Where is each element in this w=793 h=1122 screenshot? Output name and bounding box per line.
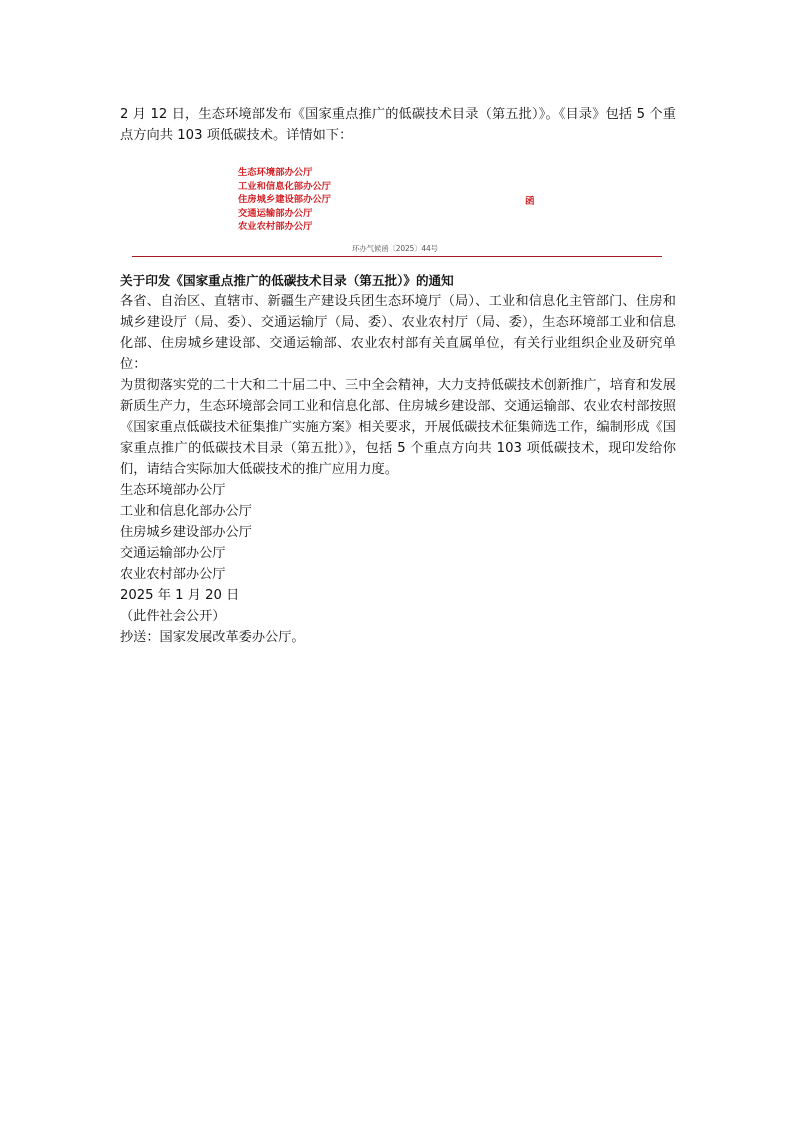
issuer-line: 生态环境部办公厅 xyxy=(238,167,313,178)
addressees-paragraph: 各省、自治区、直辖市、新疆生产建设兵团生态环境厅（局）、工业和信息化主管部门、住房和城乡建设厅（局、委）、交通运输厅（局、委）、农业农村厅（局、委），生态环境部工业和信息化部、住房城乡建设部、交通运输部、农业农村部有关直属单位，有关行业组织企业及研究单位： xyxy=(120,294,676,372)
issuer-line: 农业农村部办公厅 xyxy=(238,221,313,232)
issuer-line: 交通运输部办公厅 xyxy=(238,207,313,219)
signatory: 工业和信息化部办公厅 xyxy=(120,504,252,519)
signatory: 交通运输部办公厅 xyxy=(120,546,226,561)
letterhead-issuers xyxy=(238,166,331,234)
signature-block xyxy=(120,480,676,648)
cc-line: 抄送：国家发展改革委办公厅。 xyxy=(120,630,305,645)
issuer-line: 工业和信息化部办公厅 xyxy=(238,180,331,192)
document-page xyxy=(120,104,676,286)
issue-date: 2025 年 1 月 20 日 xyxy=(120,588,240,603)
signatory: 农业农村部办公厅 xyxy=(120,567,226,582)
issuer-line: 住房城乡建设部办公厅 xyxy=(238,194,331,205)
intro-paragraph: 2 月 12 日，生态环境部发布《国家重点推广的低碳技术目录（第五批）》。《目录》包括 5 个重点方向共 103 项低碳技术。详情如下： xyxy=(120,107,676,143)
disclosure-note: （此件社会公开） xyxy=(120,609,226,624)
signatory: 生态环境部办公厅 xyxy=(120,483,226,498)
doc-number: 环办气候函〔2025〕44号 xyxy=(352,244,438,253)
doc-type-label: 函 xyxy=(525,196,535,207)
red-divider-rule xyxy=(132,256,662,257)
body-paragraph: 为贯彻落实党的二十大和二十届二中、三中全会精神，大力支持低碳技术创新推广，培育和发展新质生产力，生态环境部会同工业和信息化部、住房城乡建设部、交通运输部、农业农村部按照《国家重点低碳技术征集推广实施方案》相关要求，开展低碳技术征集筛选工作，编制形成《国家重点推广的低碳技术目录（第五批）》，包括 5 个重点方向共 103 项低碳技术，现印发给你们，请结合实际加大低碳技术的推广应用力度。 xyxy=(120,378,676,477)
notice-title: 关于印发《国家重点推广的低碳技术目录（第五批）》的通知 xyxy=(120,273,454,288)
signatory: 住房城乡建设部办公厅 xyxy=(120,525,252,540)
letterhead-image xyxy=(120,146,676,286)
notice-body xyxy=(120,291,676,648)
